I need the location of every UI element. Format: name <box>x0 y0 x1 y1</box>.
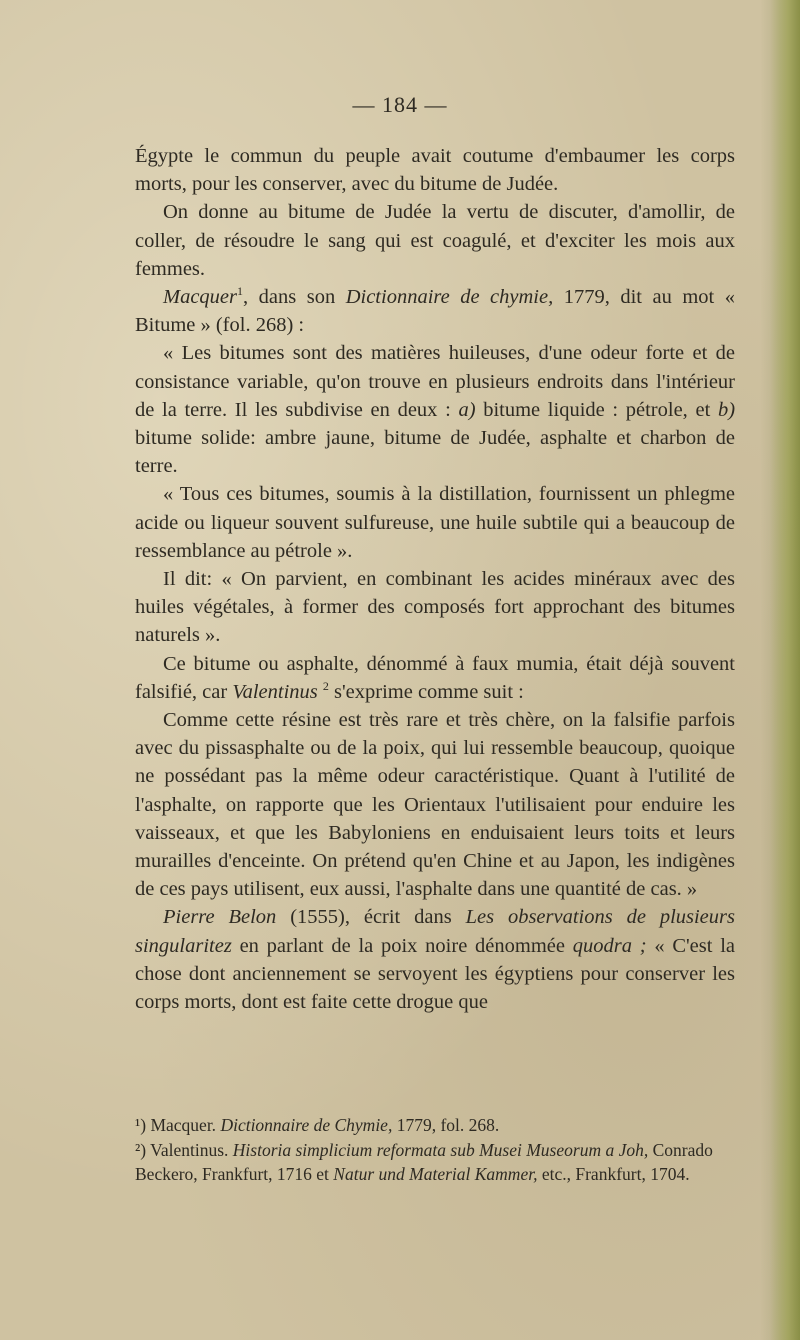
footnote-2-work: Historia simplicium reformata sub Musei Museorum a Joh, <box>232 1139 649 1160</box>
term-quodra: quodra ; <box>572 934 647 957</box>
page-edge <box>770 0 800 1340</box>
paragraph-4 <box>135 339 735 480</box>
paragraph-2: On donne au bitume de Judée la vertu de discuter, d'amollir, de coller, de résoudre le sang qui est coagulé, et d'exciter les mois aux femmes. <box>135 201 735 280</box>
paragraph-7 <box>135 650 735 706</box>
p4-part-c: bitume solide: ambre jaune, bitume de Judée, asphalte et charbon de terre. <box>135 427 735 478</box>
author-valentinus: Valentinus <box>232 680 318 703</box>
footnotes <box>135 1113 735 1187</box>
footnote-1-rest: 1779, fol. 268. <box>396 1115 500 1135</box>
paragraph-1: Égypte le commun du peuple avait coutume d'embaumer les corps morts, pour les conserver, avec du bitume de Judée. <box>135 145 735 196</box>
p3-mid: , dans son <box>243 286 336 309</box>
paragraph-3 <box>135 283 735 339</box>
p9-rest: « C'est la chose dont anciennement se servoyent les égyptiens pour conserver les corps morts, dont est faite cette drogue que <box>135 934 735 1014</box>
p7-end: s'exprime comme suit : <box>334 680 524 703</box>
footnote-2-author: Valentinus. <box>150 1139 229 1160</box>
footnote-1-author: Macquer. <box>150 1115 217 1135</box>
footnote-2-mark: ²) <box>135 1139 147 1160</box>
footnote-ref-2: 2 <box>322 679 329 694</box>
author-belon: Pierre Belon <box>163 906 277 929</box>
footnote-1-work: Dictionnaire de Chymie, <box>220 1115 393 1135</box>
footnote-2-work2: Natur und Material Kammer, <box>333 1164 538 1184</box>
p3-rest: 1779, dit au mot « Bitume » (fol. 268) : <box>135 286 735 337</box>
p4-part-a: « Les bitumes sont des matières huileuses, d'une odeur forte et de consistance variable, qu'on trouve en plusieurs endroits dans l'intérieur de la terre. Il les subdivise en deux : <box>135 342 735 421</box>
footnote-2-rest2: etc., Frankfurt, 1704. <box>541 1164 690 1184</box>
p7-start: Ce bitume ou asphalte, dénommé à faux mumia, était déjà souvent falsifié, car <box>135 652 735 703</box>
author-macquer: Macquer <box>163 286 238 309</box>
p9-mid: en parlant de la poix noire dénommée <box>239 934 565 957</box>
p9-year: (1555), écrit dans <box>290 906 452 929</box>
body-text <box>135 142 735 1016</box>
paragraph-6: Il dit: « On parvient, en combinant les acides minéraux avec des huiles végétales, à former des composés fort approchant des bitumes naturels ». <box>135 568 735 647</box>
footnote-ref-1: 1 <box>237 284 244 299</box>
p4-mark-b: b) <box>717 398 736 421</box>
work-title-observations: Les observations de plusieurs singularitez <box>135 906 735 957</box>
paragraph-5: « Tous ces bitumes, soumis à la distillation, fournissent un phlegme acide ou liqueur souvent sulfureuse, une huile subtile qui a beaucoup de ressemblance au pétrole ». <box>135 483 735 562</box>
work-title-dictionnaire: Dictionnaire de chymie, <box>345 286 554 309</box>
footnote-1-mark: ¹) <box>135 1115 147 1135</box>
page-number: — 184 — <box>352 92 448 117</box>
footnote-1 <box>135 1113 735 1138</box>
p4-part-b: bitume liquide : pétrole, et <box>483 398 711 421</box>
paragraph-8: Comme cette résine est très rare et très chère, on la falsifie parfois avec du pissasphalte ou de la poix, qui lui ressemble beaucoup, quoique ne possédant pas la même odeur caractéristique. Quant à l'utilité de l'asphalte, on rapporte que les Orientaux l'utilisaient pour enduire les vaisseaux, et que les Babyloniens en enduisaient leurs toits et leurs murailles d'enceinte. On prétend qu'en Chine et au Japon, les indigènes de ces pays utilisent, eux aussi, l'asphalte dans une quantité de cas. » <box>135 709 735 901</box>
paragraph-9 <box>135 903 735 1016</box>
footnote-2-rest1: Conrado Beckero, Frankfurt, 1716 et <box>135 1139 713 1184</box>
footnote-2 <box>135 1138 735 1187</box>
p4-mark-a: a) <box>458 398 476 421</box>
